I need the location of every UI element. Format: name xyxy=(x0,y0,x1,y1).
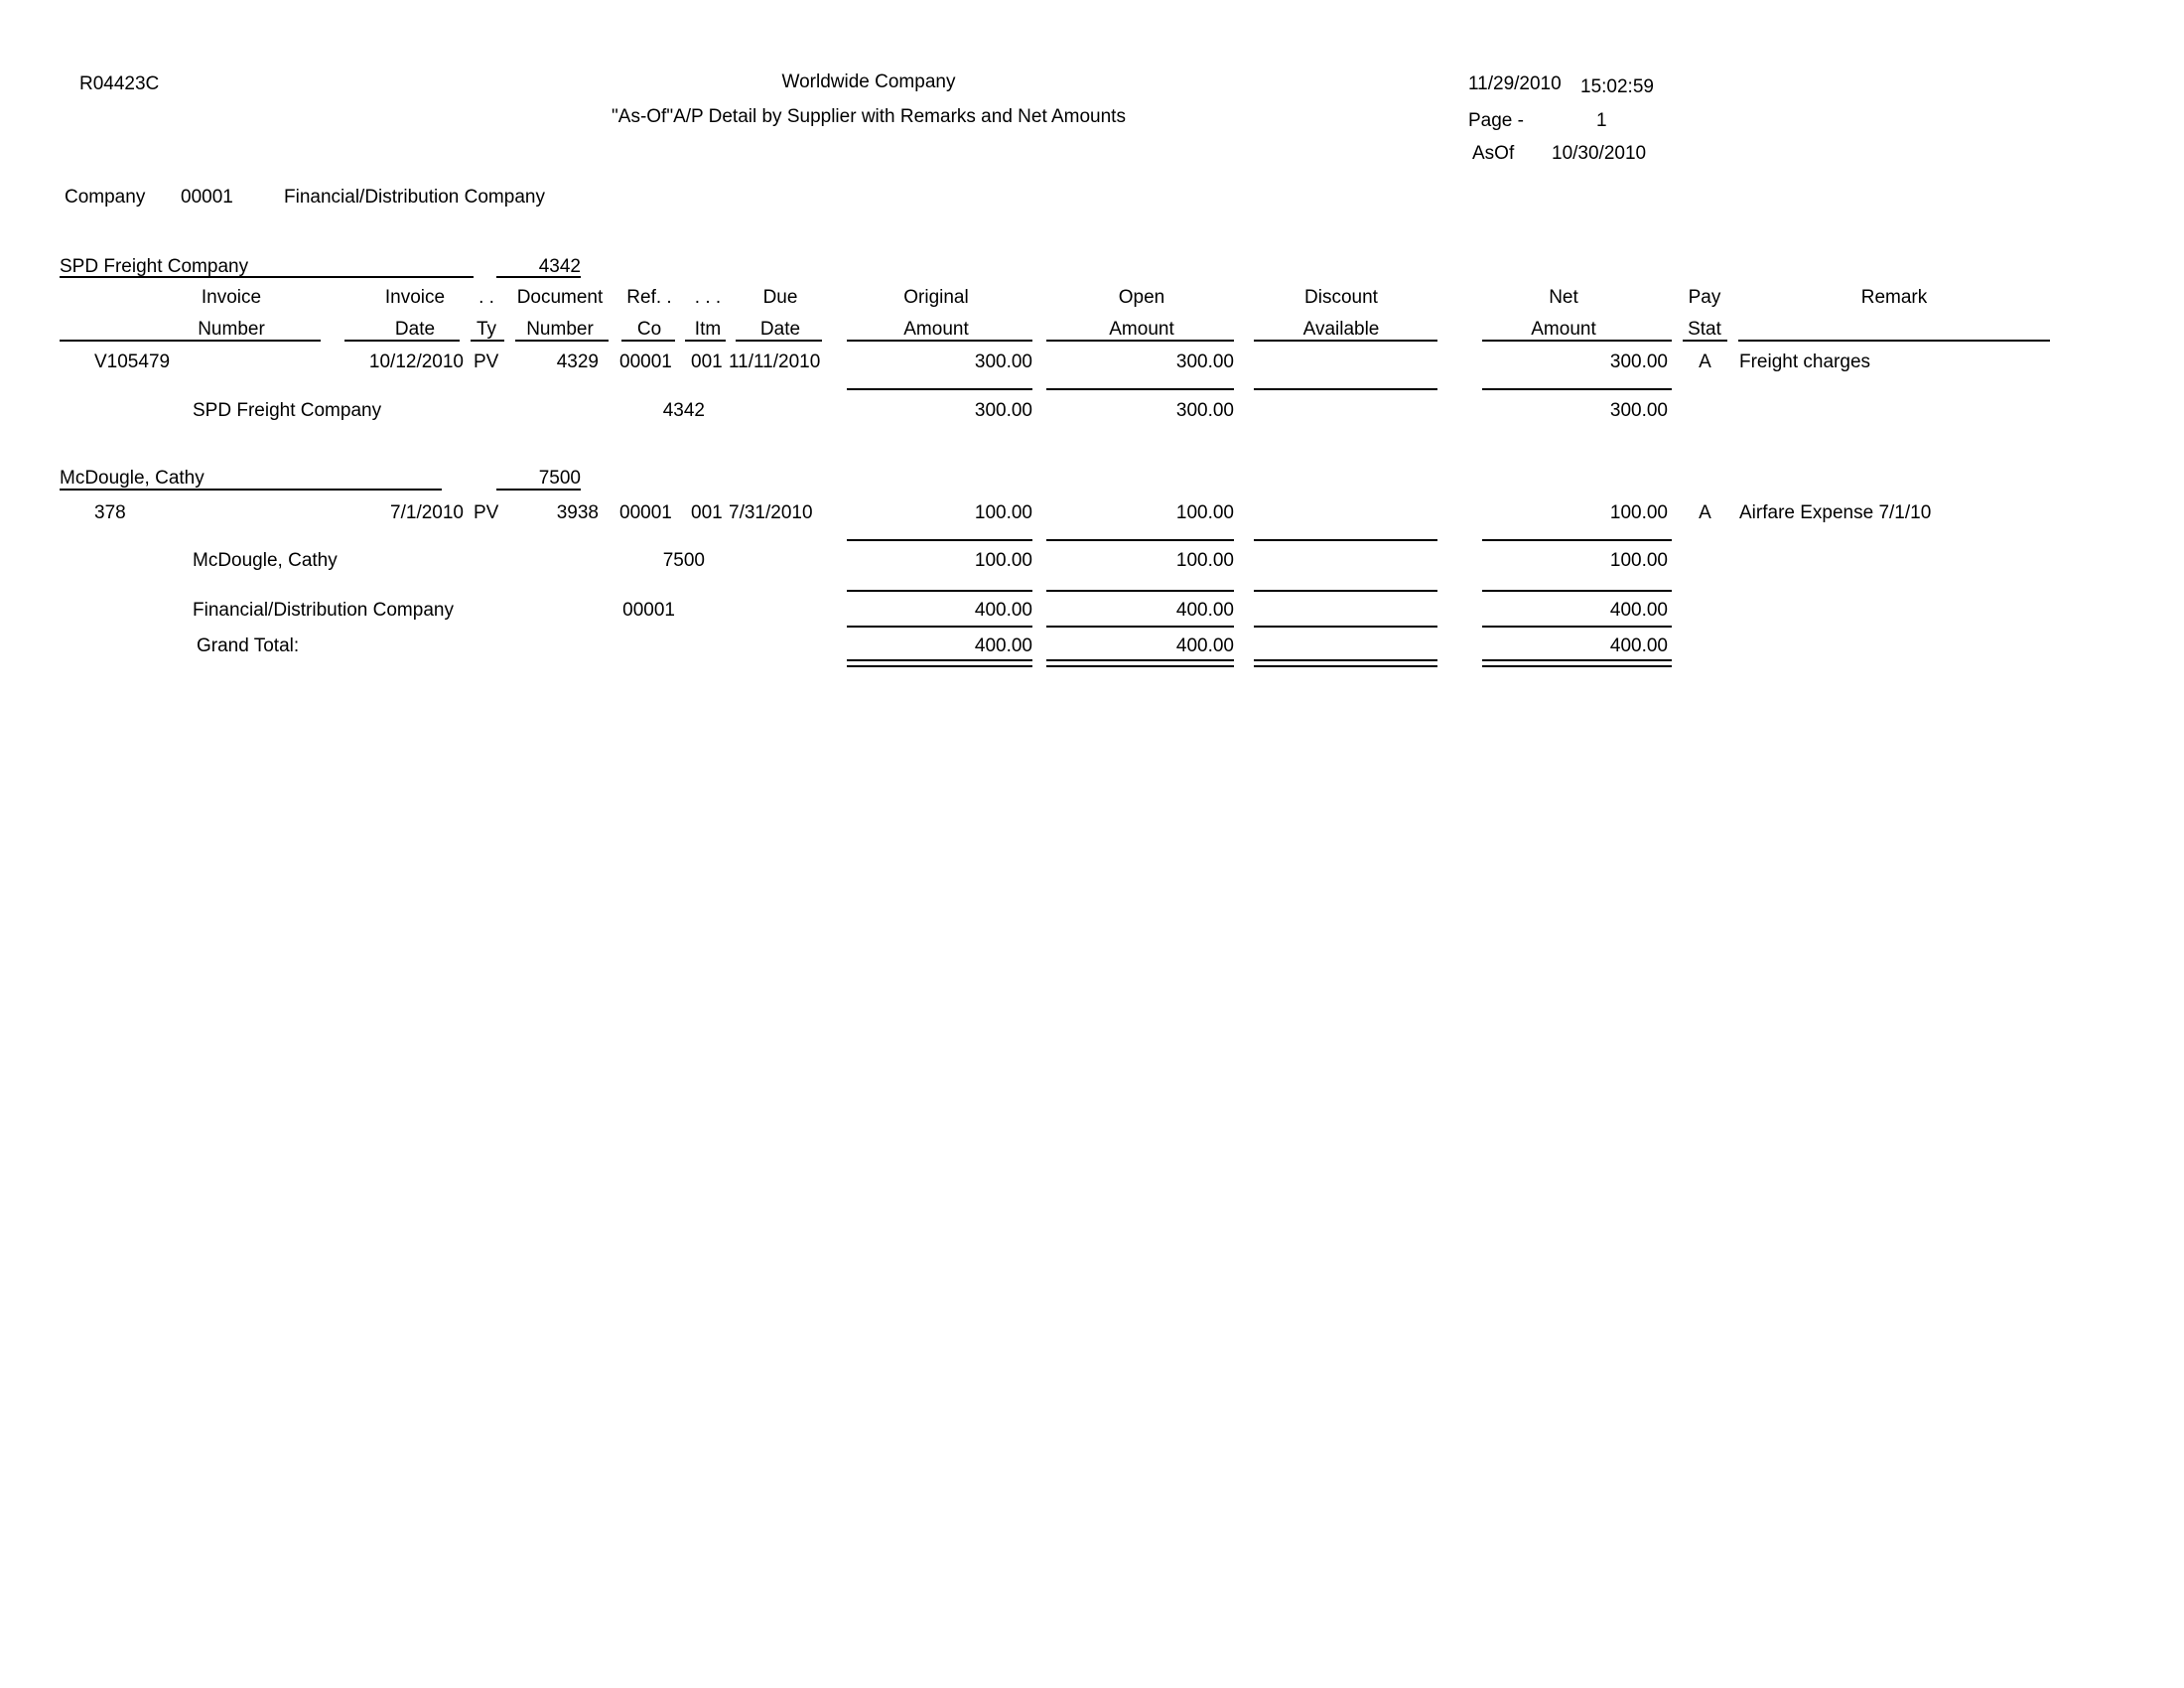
header-rule-co xyxy=(621,340,675,342)
company-total-rule-discount xyxy=(1254,590,1437,592)
cell-due-date: 7/31/2010 xyxy=(729,502,813,523)
supplier-total-label: McDougle, Cathy xyxy=(193,550,338,571)
col-ty-l1: . . xyxy=(478,287,494,308)
cell-remark: Airfare Expense 7/1/10 xyxy=(1739,502,1932,523)
subtotal-rule-net xyxy=(1482,388,1672,390)
header-rule-original-amount xyxy=(847,340,1032,342)
grand-total-original: 400.00 xyxy=(974,635,1032,656)
col-pay-stat-l2: Stat xyxy=(1688,319,1721,340)
supplier-total-open: 100.00 xyxy=(1175,550,1234,571)
company-total-rule-net xyxy=(1482,590,1672,592)
supplier-number: 4342 xyxy=(538,256,581,277)
cell-itm: 001 xyxy=(691,502,723,523)
col-invoice-number-l2: Number xyxy=(198,319,265,340)
col-remark-l1: Remark xyxy=(1860,287,1928,308)
run-date: 11/29/2010 xyxy=(1468,73,1562,94)
supplier-total-row xyxy=(0,400,2184,424)
asof-label: AsOf xyxy=(1472,143,1515,164)
subtotal-rule-discount xyxy=(1254,539,1437,541)
grand-total-rule-open xyxy=(1046,626,1234,628)
cell-ref-co: 00001 xyxy=(619,502,672,523)
report-title: "As-Of"A/P Detail by Supplier with Remarks and Net Amounts xyxy=(612,106,1126,127)
supplier-total-open: 300.00 xyxy=(1175,400,1234,421)
supplier-total-net: 300.00 xyxy=(1609,400,1668,421)
table-row xyxy=(0,502,2184,526)
supplier-total-net: 100.00 xyxy=(1609,550,1668,571)
run-time: 15:02:59 xyxy=(1580,76,1654,97)
supplier-name: McDougle, Cathy xyxy=(60,468,205,489)
col-open-amount-l2: Amount xyxy=(1109,319,1174,340)
supplier-total-label: SPD Freight Company xyxy=(193,400,382,421)
company-code: 00001 xyxy=(181,187,233,208)
company-total-label: Financial/Distribution Company xyxy=(193,600,454,621)
company-line xyxy=(0,187,2184,211)
cell-open-amount: 300.00 xyxy=(1175,352,1234,372)
header-rule-invoice-number xyxy=(60,340,321,342)
grand-total-double-rule xyxy=(1254,665,1437,667)
company-label: Company xyxy=(65,187,146,208)
supplier-total-original: 100.00 xyxy=(974,550,1032,571)
header-rule-document-number xyxy=(515,340,609,342)
col-open-amount-l1: Open xyxy=(1118,287,1165,308)
col-invoice-date-l1: Invoice xyxy=(384,287,446,308)
header-rule-remark xyxy=(1738,340,2050,342)
supplier-name-underline xyxy=(60,489,442,491)
cell-remark: Freight charges xyxy=(1739,352,1871,372)
report-id: R04423C xyxy=(79,73,160,94)
cell-invoice-date: 10/12/2010 xyxy=(368,352,464,372)
page-label: Page - xyxy=(1468,110,1524,131)
col-original-amount-l1: Original xyxy=(903,287,969,308)
col-original-amount-l2: Amount xyxy=(903,319,969,340)
col-ref-co-l1: Ref. . xyxy=(626,287,672,308)
header-rule-open-amount xyxy=(1046,340,1234,342)
cell-open-amount: 100.00 xyxy=(1175,502,1234,523)
col-invoice-number-l1: Invoice xyxy=(201,287,262,308)
cell-pay-stat: A xyxy=(1699,352,1711,372)
cell-invoice-number: 378 xyxy=(94,502,126,523)
grand-total-double-rule xyxy=(1046,665,1234,667)
supplier-name-underline xyxy=(60,276,474,278)
column-header-line1 xyxy=(0,287,2184,311)
page-number: 1 xyxy=(1596,110,1607,131)
grand-total-double-rule xyxy=(1254,659,1437,661)
cell-invoice-number: V105479 xyxy=(94,352,171,372)
company-title: Financial/Distribution Company xyxy=(284,187,545,208)
col-net-amount-l2: Amount xyxy=(1531,319,1596,340)
col-net-amount-l1: Net xyxy=(1549,287,1578,308)
table-row xyxy=(0,352,2184,375)
grand-total-net: 400.00 xyxy=(1609,635,1668,656)
supplier-total-row xyxy=(0,550,2184,574)
subtotal-rule-open xyxy=(1046,388,1234,390)
cell-itm: 001 xyxy=(691,352,723,372)
company-total-row xyxy=(0,600,2184,624)
cell-net-amount: 300.00 xyxy=(1609,352,1668,372)
grand-total-double-rule xyxy=(1046,659,1234,661)
grand-total-double-rule xyxy=(847,665,1032,667)
grand-total-rule-net xyxy=(1482,626,1672,628)
header-rule-ty xyxy=(471,340,504,342)
col-discount-available-l1: Discount xyxy=(1304,287,1378,308)
grand-total-open: 400.00 xyxy=(1175,635,1234,656)
supplier-total-original: 300.00 xyxy=(974,400,1032,421)
grand-total-double-rule xyxy=(1482,659,1672,661)
cell-invoice-date: 7/1/2010 xyxy=(390,502,464,523)
supplier-name: SPD Freight Company xyxy=(60,256,249,277)
grand-total-rule-original xyxy=(847,626,1032,628)
col-document-number-l2: Number xyxy=(526,319,594,340)
company-total-rule-open xyxy=(1046,590,1234,592)
supplier-total-number: 7500 xyxy=(662,550,705,571)
cell-document-number: 3938 xyxy=(556,502,599,523)
grand-total-row xyxy=(0,635,2184,659)
col-pay-stat-l1: Pay xyxy=(1688,287,1721,308)
col-ty-l2: Ty xyxy=(476,319,497,340)
supplier-total-number: 4342 xyxy=(662,400,705,421)
grand-total-double-rule xyxy=(847,659,1032,661)
subtotal-rule-open xyxy=(1046,539,1234,541)
header-rule-pay-stat xyxy=(1683,340,1727,342)
header-rule-invoice-date xyxy=(344,340,460,342)
col-discount-available-l2: Available xyxy=(1302,319,1380,340)
col-document-number-l1: Document xyxy=(516,287,604,308)
grand-total-double-rule xyxy=(1482,665,1672,667)
cell-ty: PV xyxy=(474,352,499,372)
company-total-number: 00001 xyxy=(622,600,675,621)
cell-due-date: 11/11/2010 xyxy=(729,352,821,372)
cell-original-amount: 100.00 xyxy=(974,502,1032,523)
col-itm-l2: Itm xyxy=(694,319,722,340)
company-total-rule-original xyxy=(847,590,1032,592)
cell-ref-co: 00001 xyxy=(619,352,672,372)
col-itm-l1: . . . xyxy=(694,287,722,308)
header-rule-net-amount xyxy=(1482,340,1672,342)
subtotal-rule-original xyxy=(847,388,1032,390)
asof-date: 10/30/2010 xyxy=(1552,143,1647,164)
cell-net-amount: 100.00 xyxy=(1609,502,1668,523)
cell-original-amount: 300.00 xyxy=(974,352,1032,372)
supplier-number-underline xyxy=(496,489,581,491)
subtotal-rule-original xyxy=(847,539,1032,541)
header-rule-itm xyxy=(685,340,726,342)
subtotal-rule-discount xyxy=(1254,388,1437,390)
header-rule-due-date xyxy=(736,340,822,342)
col-invoice-date-l2: Date xyxy=(394,319,436,340)
supplier-number: 7500 xyxy=(538,468,581,489)
company-total-net: 400.00 xyxy=(1609,600,1668,621)
company-name: Worldwide Company xyxy=(781,71,956,92)
subtotal-rule-net xyxy=(1482,539,1672,541)
col-due-date-l2: Date xyxy=(759,319,801,340)
supplier-number-underline xyxy=(496,276,581,278)
col-due-date-l1: Due xyxy=(762,287,798,308)
company-total-original: 400.00 xyxy=(974,600,1032,621)
col-ref-co-l2: Co xyxy=(636,319,662,340)
company-total-open: 400.00 xyxy=(1175,600,1234,621)
grand-total-rule-discount xyxy=(1254,626,1437,628)
cell-document-number: 4329 xyxy=(556,352,599,372)
cell-ty: PV xyxy=(474,502,499,523)
grand-total-label: Grand Total: xyxy=(197,635,300,656)
cell-pay-stat: A xyxy=(1699,502,1711,523)
header-rule-discount-available xyxy=(1254,340,1437,342)
